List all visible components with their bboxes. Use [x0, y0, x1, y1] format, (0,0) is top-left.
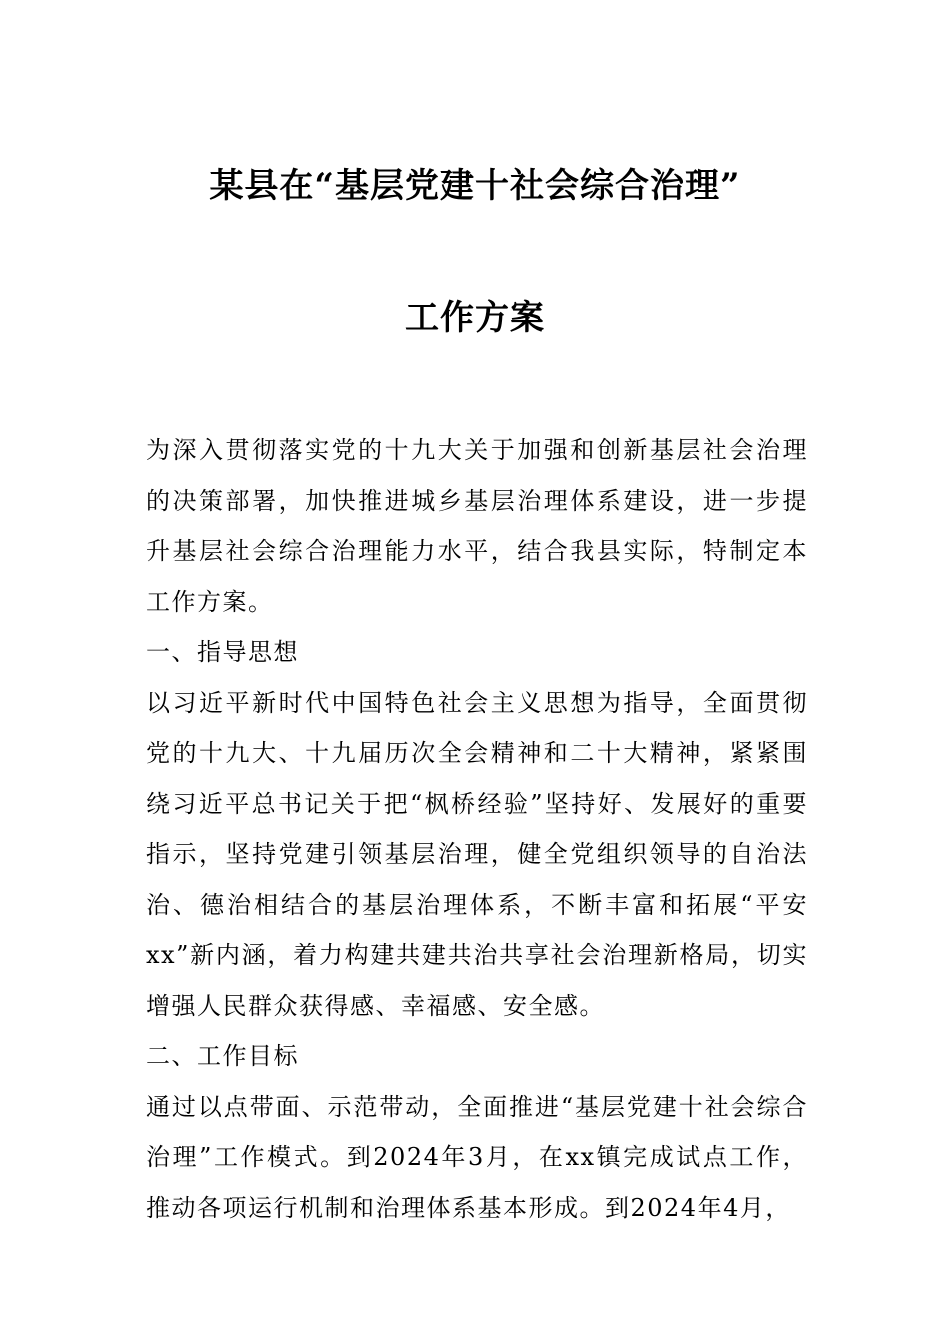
- section-heading-guiding-ideology: 一、指导思想: [146, 638, 299, 666]
- work-goals-paragraph: 通过以点带面、示范带动，全面推进“基层党建十社会综合治理”工作模式。到2024年3月，在xx镇完成试点工作，推动各项运行机制和治理体系基本形成。到2024年4月，: [146, 1092, 808, 1222]
- document-body: [146, 425, 808, 1233]
- document-title-line-1: 某县在“基层党建十社会综合治理”: [209, 166, 741, 206]
- section-heading-work-goals: 二、工作目标: [146, 1042, 299, 1070]
- document-title-line-2: 工作方案: [405, 298, 545, 338]
- guiding-ideology-paragraph: 以习近平新时代中国特色社会主义思想为指导，全面贯彻党的十九大、十九届历次全会精神和二十大精神，紧紧围绕习近平总书记关于把“枫桥经验”坚持好、发展好的重要指示，坚持党建引领基层治理，健全党组织领导的自治法治、德治相结合的基层治理体系，不断丰富和拓展“平安xx”新内涵，着力构建共建共治共享社会治理新格局，切实增强人民群众获得感、幸福感、安全感。: [146, 688, 808, 1020]
- intro-paragraph: 为深入贯彻落实党的十九大关于加强和创新基层社会治理的决策部署，加快推进城乡基层治理体系建设，进一步提升基层社会综合治理能力水平，结合我县实际，特制定本工作方案。: [146, 436, 808, 616]
